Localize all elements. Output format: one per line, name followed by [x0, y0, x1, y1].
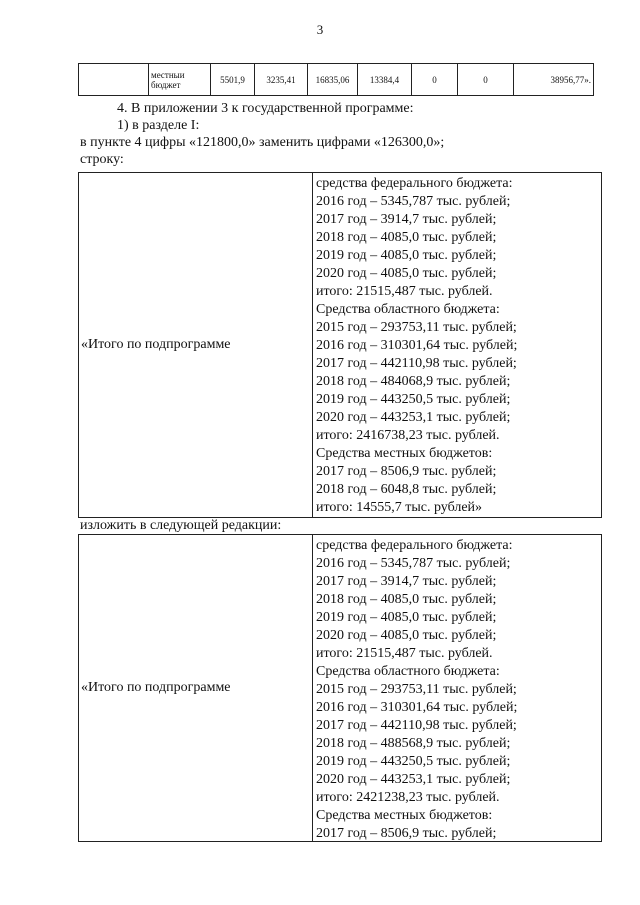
funding-line: 2020 год – 443253,1 тыс. рублей;	[316, 410, 511, 425]
funding-line: 2018 год – 4085,0 тыс. рублей;	[316, 230, 497, 245]
funding-line: 2016 год – 310301,64 тыс. рублей;	[316, 338, 518, 353]
funding-line: 2019 год – 443250,5 тыс. рублей;	[316, 754, 511, 769]
table-row	[79, 64, 594, 96]
funding-line: итого: 14555,7 тыс. рублей»	[316, 500, 483, 515]
total-cell: 38956,77».	[514, 64, 594, 96]
funding-line: Средства местных бюджетов:	[316, 808, 493, 823]
empty-cell	[79, 64, 149, 96]
table-cell: 5501,9	[211, 64, 255, 96]
table-cell: 0	[412, 64, 458, 96]
funding-line: итого: 21515,487 тыс. рублей.	[316, 284, 493, 299]
funding-line: 2015 год – 293753,11 тыс. рублей;	[316, 682, 517, 697]
funding-line: 2020 год – 443253,1 тыс. рублей;	[316, 772, 511, 787]
block-label: «Итого по подпрограмме	[79, 173, 313, 517]
funding-line: 2020 год – 4085,0 тыс. рублей;	[316, 266, 497, 281]
funding-line: 2017 год – 8506,9 тыс. рублей;	[316, 464, 497, 479]
new-funding-block	[78, 534, 602, 842]
row-label-line: бюджет	[151, 79, 181, 90]
funding-line: 2017 год – 8506,9 тыс. рублей;	[316, 826, 497, 841]
amendment-text	[80, 100, 600, 168]
block-label: «Итого по подпрограмме	[79, 535, 313, 841]
funding-line: 2016 год – 5345,787 тыс. рублей;	[316, 194, 511, 209]
budget-summary-table	[78, 63, 594, 96]
table-cell: 0	[458, 64, 514, 96]
paragraph: 1) в разделе I:	[117, 118, 200, 133]
funding-line: 2018 год – 484068,9 тыс. рублей;	[316, 374, 511, 389]
funding-line: итого: 21515,487 тыс. рублей.	[316, 646, 493, 661]
funding-line: итого: 2416738,23 тыс. рублей.	[316, 428, 500, 443]
funding-lines	[316, 537, 599, 843]
funding-line: средства федерального бюджета:	[316, 538, 513, 553]
funding-line: 2018 год – 4085,0 тыс. рублей;	[316, 592, 497, 607]
funding-line: 2017 год – 442110,98 тыс. рублей;	[316, 356, 517, 371]
row-label-line: местныи	[151, 69, 185, 80]
funding-lines	[316, 175, 599, 517]
table-cell: 16835,06	[308, 64, 358, 96]
funding-line: 2015 год – 293753,11 тыс. рублей;	[316, 320, 517, 335]
funding-line: Средства областного бюджета:	[316, 664, 500, 679]
paragraph: в пункте 4 цифры «121800,0» заменить цифрами «126300,0»;	[80, 135, 445, 150]
page-number: 3	[316, 22, 324, 37]
funding-line: итого: 2421238,23 тыс. рублей.	[316, 790, 500, 805]
row-label	[149, 64, 211, 96]
funding-line: Средства областного бюджета:	[316, 302, 500, 317]
paragraph: строку:	[80, 152, 124, 167]
paragraph: 4. В приложении 3 к государственной программе:	[117, 101, 414, 116]
table-cell: 3235,41	[255, 64, 308, 96]
funding-line: 2019 год – 4085,0 тыс. рублей;	[316, 248, 497, 263]
funding-line: 2017 год – 3914,7 тыс. рублей;	[316, 212, 497, 227]
funding-line: 2019 год – 443250,5 тыс. рублей;	[316, 392, 511, 407]
funding-line: 2016 год – 310301,64 тыс. рублей;	[316, 700, 518, 715]
table-cell: 13384,4	[358, 64, 412, 96]
funding-line: 2018 год – 6048,8 тыс. рублей;	[316, 482, 497, 497]
funding-line: 2017 год – 442110,98 тыс. рублей;	[316, 718, 517, 733]
funding-line: 2020 год – 4085,0 тыс. рублей;	[316, 628, 497, 643]
caption: изложить в следующей редакции:	[80, 518, 282, 533]
funding-line: Средства местных бюджетов:	[316, 446, 493, 461]
funding-line: средства федерального бюджета:	[316, 176, 513, 191]
funding-line: 2019 год – 4085,0 тыс. рублей;	[316, 610, 497, 625]
funding-line: 2016 год – 5345,787 тыс. рублей;	[316, 556, 511, 571]
funding-line: 2018 год – 488568,9 тыс. рублей;	[316, 736, 511, 751]
funding-line: 2017 год – 3914,7 тыс. рублей;	[316, 574, 497, 589]
old-funding-block	[78, 172, 602, 518]
